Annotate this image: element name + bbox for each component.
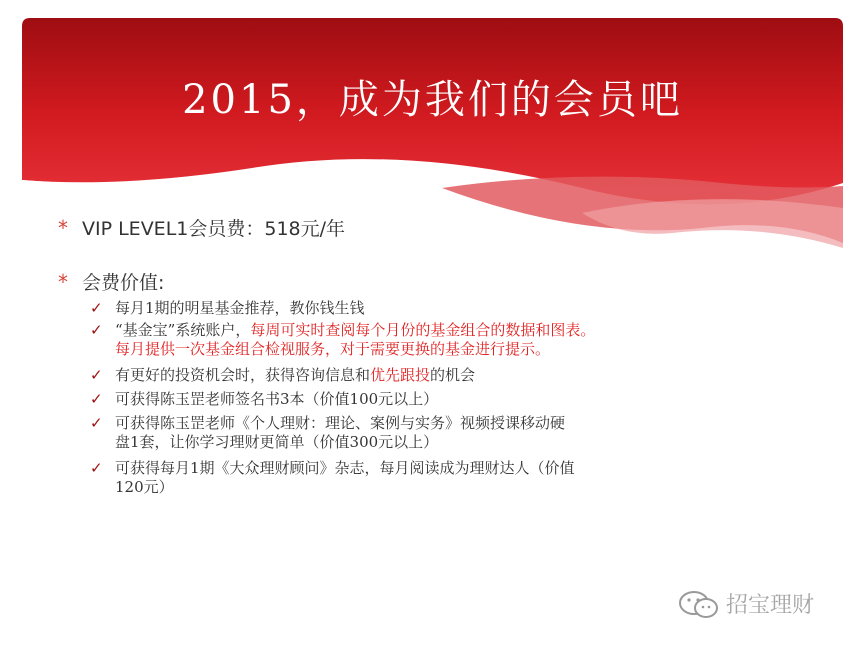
list-item-highlight: 优先跟投 [370,366,431,384]
bullet-membership-fee [58,214,345,241]
list-item [115,366,775,385]
check-icon: ✓ [90,414,103,432]
watermark-text: 招宝理财 [726,593,815,618]
list-item-text: 盘1套，让你学习理财更简单（价值300元以上） [115,433,439,451]
list-item [115,321,775,359]
list-item-text: 有更好的投资机会时，获得咨询信息和 [115,366,371,384]
bullet-value-text: 会费价值: [82,272,165,294]
check-icon: ✓ [90,366,103,384]
list-item-highlight: 每月提供一次基金组合检视服务，对于需要更换的基金进行提示。 [115,340,551,358]
slide-title: 2015，成为我们的会员吧 [182,77,683,123]
list-item-highlight: 每周可实时查阅每个月份的基金组合的数据和图表。 [250,321,596,339]
list-item-text: 可获得每月1期《大众理财顾问》杂志，每月阅读成为理财达人（价值 [115,459,575,477]
list-item [115,414,775,452]
list-item-text: 120元） [115,478,174,496]
check-icon: ✓ [90,459,103,477]
list-item-text: 的机会 [430,366,476,384]
list-item [115,459,775,497]
bullet-star-icon: * [58,270,68,294]
check-icon: ✓ [90,390,103,408]
wechat-icon [678,590,722,620]
bullet-star-icon: * [58,216,68,240]
list-item: 每月1期的明星基金推荐，教你钱生钱 [115,299,365,317]
bullet-value-heading [58,268,164,295]
list-item: 可获得陈玉罡老师签名书3本（价值100元以上） [115,390,439,408]
list-item-text: “基金宝”系统账户， [115,321,251,339]
bullet-fee-text: VIP LEVEL1会员费：518元/年 [82,218,346,240]
check-icon: ✓ [90,321,103,339]
list-item-text: 可获得陈玉罡老师《个人理财：理论、案例与实务》视频授课移动硬 [115,414,566,432]
check-icon: ✓ [90,299,103,317]
